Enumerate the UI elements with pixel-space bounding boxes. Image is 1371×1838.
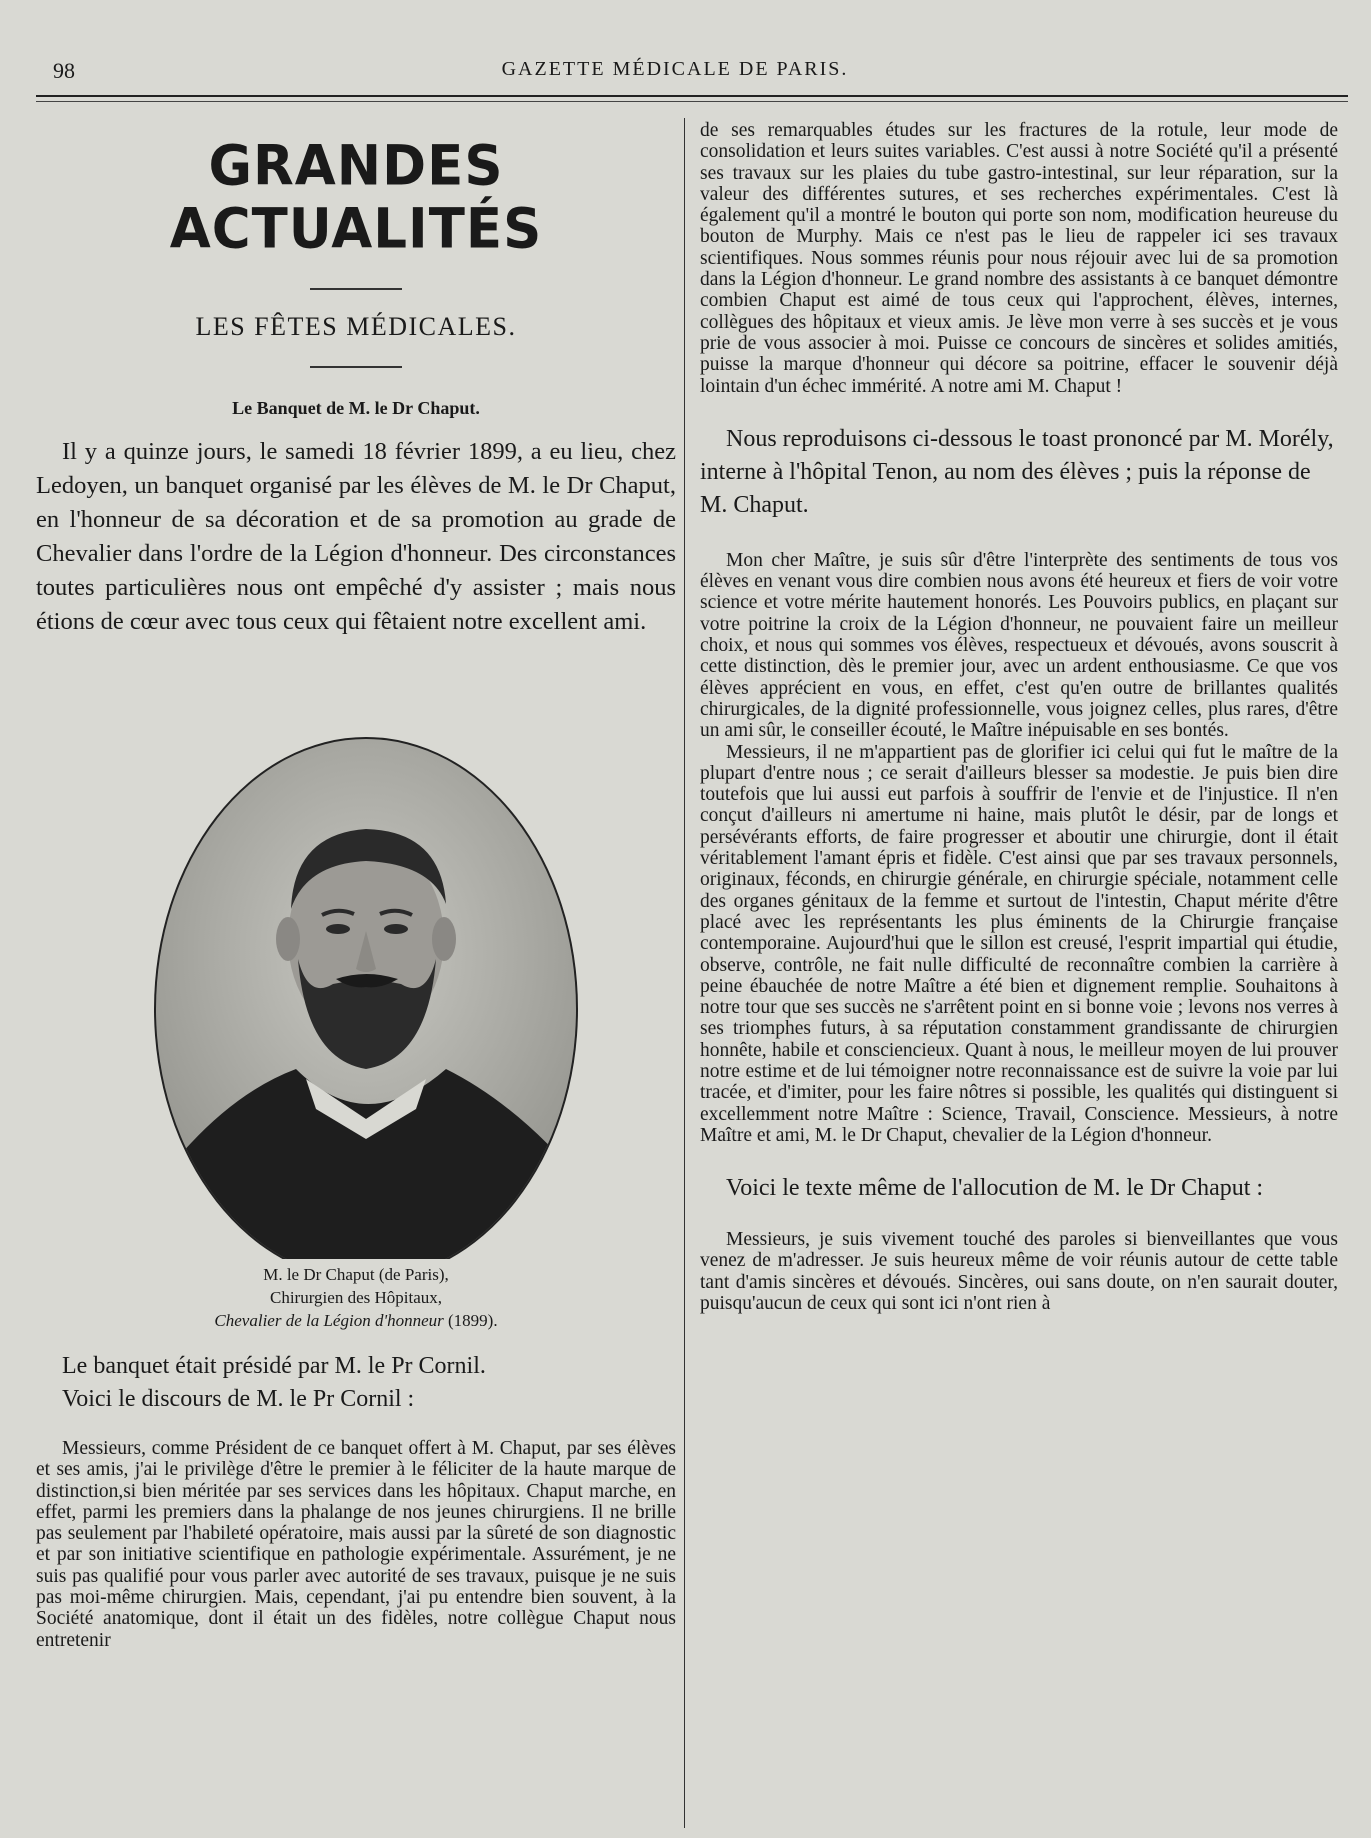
allocution-intro-block: [700, 1172, 1338, 1205]
section-title: LES FÊTES MÉDICALES.: [195, 312, 517, 341]
section-rule: [310, 366, 402, 368]
title-rule: [310, 288, 402, 290]
article-subtitle: Le Banquet de M. le Dr Chaput.: [232, 398, 480, 418]
morely-toast-block: [700, 550, 1338, 1146]
caption-line-1: M. le Dr Chaput (de Paris),: [263, 1265, 449, 1284]
left-column: [36, 120, 676, 1651]
caption-line-3: [36, 1309, 676, 1332]
page-number: 98: [53, 58, 75, 83]
caption-year: (1899).: [448, 1311, 498, 1330]
morely-paragraph-2: Messieurs, il ne m'appartient pas de glorifier ici celui qui fut le maître de la plupart d'entre nous ; ce serait d'ailleurs blesser sa modestie. Je puis bien dire toutefois que lui aussi eut parfois à souffrir de l'envie et de l'injustice. Il n'en conçut d'ailleurs ni amertume ni haine, mais plutôt le désir, par de longs et persévérants efforts, de faire progresser et aboutir une chirurgie, dont il était véritablement l'amant épris et fidèle. C'est ainsi que par ses travaux personnels, originaux, féconds, en chirurgie générale, en chirurgie spéciale, notamment celle des organes génitaux de la femme et surtout de l'intestin, Chaput mérite d'être placé avec les représentants les plus éminents de la Chirurgie française contemporaine. Aujourd'hui que le sillon est creusé, l'esprit impartial qui étudie, observe, contrôle, ne fait nulle difficulté de reconnaître combien la carrière à peine ébauchée de notre Maître a été bien et dignement remplie. Souhaitons à notre tour que ses succès ne s'arrêtent point en si bonne voie ; levons nos verres à ses triomphes futurs, à sa réputation constamment grandissante de chirurgien honnête, habile et consciencieux. Quant à nous, le meilleur moyen de lui prouver notre estime et de lui témoigner notre reconnaissance est de suivre la voie par lui tracée, et d'imiter, pour les faire nôtres si possible, les qualités qui distinguent si excellemment notre Maître : Science, Travail, Conscience. Messieurs, à notre Maître et ami, M. le Dr Chaput, chevalier de la Légion d'honneur.: [700, 741, 1338, 1146]
cornil-speech-block: [36, 1438, 676, 1651]
lead-paragraph: Il y a quinze jours, le samedi 18 février 1899, a eu lieu, chez Ledoyen, un banquet organisé par les élèves de M. le Dr Chaput, en l'honneur de sa décoration et de sa promotion au grade de Chevalier dans l'ordre de la Légion d'honneur. Des circonstances toutes particulières nous ont empêché d'y assister ; mais nous étions de cœur avec tous ceux qui fêtaient notre excellent ami.: [36, 438, 676, 635]
page-header: [50, 52, 1350, 88]
column-divider: [684, 118, 685, 1828]
caption-line-2: Chirurgien des Hôpitaux,: [269, 1288, 443, 1307]
morely-paragraph-1: Mon cher Maître, je suis sûr d'être l'interprète des sentiments de tous vos élèves en venant vous dire combien nous avons été heureux et fiers de voir votre science et votre mérite hautement honorés. Les Pouvoirs publics, en plaçant sur votre poitrine la croix de la Légion d'honneur, ne pouvaient faire un meilleur choix, et nous qui sommes vos élèves, respectueux et dévoués, avons souscrit à cette distinction, dès le premier jour, avec un ardent enthousiasme. Ce que vos élèves apprécient en vous, en effet, c'est qu'en outre de brillantes qualités chirurgicales, de la dignité professionnelle, vous joignez celles, plus rares, d'être un ami sûr, le conseiller écouté, le Maître inépuisable en ses bontés.: [700, 549, 1338, 742]
journal-title: GAZETTE MÉDICALE DE PARIS.: [501, 58, 849, 80]
chaput-speech: Messieurs, je suis vivement touché des paroles si bienveillantes que vous venez de m'adresser. Je suis heureux même de voir réunis autour de cette table tant d'amis sincères et dévoués. Sincères, oui sans doute, on n'en saurait douter, puisqu'aucun de ceux qui sont ici n'ont rien à: [700, 1229, 1338, 1315]
chaput-speech-block: [700, 1229, 1338, 1314]
caption-line-3-italic: Chevalier de la Légion d'honneur: [214, 1311, 444, 1330]
cornil-speech: Messieurs, comme Président de ce banquet offert à M. Chaput, par ses élèves et ses amis, j'ai le privilège d'être le premier à le féliciter de la haute marque de distinction,si bien méritée par ses services dans les hôpitaux. Chaput marche, en effet, parmi les premiers dans la phalange de nos jeunes chirurgiens. Il ne brille pas seulement par l'habileté opératoire, mais aussi par la sûreté de son diagnostic et par son initiative scientifique en pathologie expérimentale. Assurément, je ne suis pas qualifié pour vous parler avec autorité de ses travaux, puisque je ne suis pas moi-même chirurgien. Mais, cependant, j'ai pu entendre bien souvent, à la Société anatomique, dont il était un des fidèles, notre collègue Chaput nous entretenir: [36, 1438, 676, 1651]
right-column: [700, 120, 1338, 1314]
allocution-intro: Voici le texte même de l'allocution de M. le Dr Chaput :: [726, 1175, 1264, 1202]
lead-paragraph-block: [36, 435, 676, 639]
main-title: GRANDES ACTUALITÉS: [169, 133, 543, 261]
cornil-speech-continued: de ses remarquables études sur les fractures de la rotule, leur mode de consolidation et leurs suites variables. C'est aussi à notre Société qu'il a présenté ses travaux sur les plaies du tube gastro-intestinal, sur leur réparation, sur la valeur des différentes sutures, et ses recherches expérimentales. C'est là également qu'il a montré le bouton qui porte son nom, modification heureuse du bouton de Murphy. Mais ce n'est pas le lieu de rappeler ici ses travaux scientifiques. Nous sommes réunis pour nous réjouir avec lui de sa promotion dans la Légion d'honneur. Le grand nombre des assistants à ce banquet démontre combien Chaput est aimé de tous ceux qui l'approchent, élèves, internes, collègues des hôpitaux et vieux amis. Je lève mon verre à ses succès et je vous prie de vous associer à moi. Puisse ce concours de sincères et solides amitiés, puisse la marque d'honneur qui décore sa poitrine, effacer le souvenir déjà lointain d'un échec immérité. A notre ami M. Chaput !: [700, 120, 1338, 397]
cornil-continued-block: [700, 120, 1338, 397]
presided-line-2: Voici le discours de M. le Pr Cornil :: [62, 1386, 415, 1412]
header-rule: [36, 95, 1348, 97]
header-rule-thin: [36, 101, 1348, 102]
portrait-figure: [36, 639, 676, 1259]
oval-portrait-photo-icon: [36, 639, 676, 1259]
presided-line-1: Le banquet était présidé par M. le Pr Cornil.: [62, 1353, 486, 1379]
portrait-caption: [36, 1263, 676, 1332]
toast-intro: Nous reproduisons ci-dessous le toast prononcé par M. Morély, interne à l'hôpital Tenon, au nom des élèves ; puis la réponse de M. Chaput.: [700, 425, 1334, 518]
toast-intro-block: [700, 423, 1338, 522]
presided-block: [36, 1350, 676, 1416]
